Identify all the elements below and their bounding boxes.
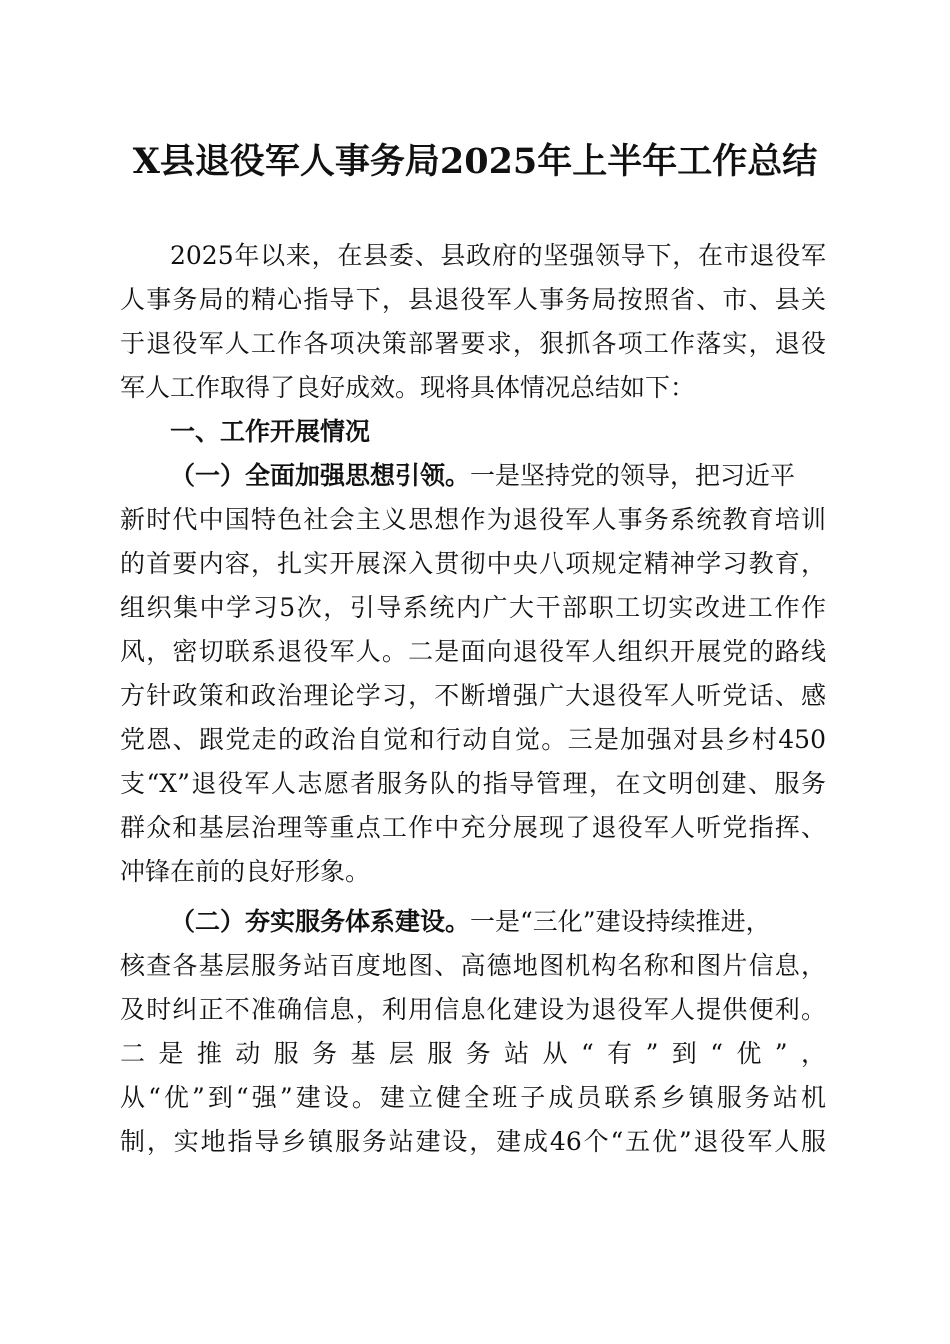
section-heading: 一、工作开展情况 bbox=[170, 417, 371, 446]
subsection-2-line: 核查各基层服务站百度地图、高德地图机构名称和图片信息， bbox=[120, 951, 826, 980]
intro-line-1: 2025年以来，在县委、县政府的坚强领导下，在市退役军 bbox=[170, 241, 826, 270]
subsection-2-line: 制，实地指导乡镇服务站建设，建成46个“五优”退役军人服 bbox=[120, 1127, 826, 1156]
intro-line-4: 军人工作取得了良好成效。现将具体情况总结如下： bbox=[120, 373, 696, 402]
subsection-2-line: 二是推动服务基层服务站从“有”到“优”， bbox=[120, 1039, 826, 1068]
subsection-1-lead: （一）全面加强思想引领。 bbox=[170, 461, 471, 490]
subsection-1-line: 群众和基层治理等重点工作中充分展现了退役军人听党指挥、 bbox=[120, 813, 826, 842]
subsection-2-first-text: 一是“三化”建设持续推进， bbox=[470, 907, 771, 936]
intro-line-2: 人事务局的精心指导下，县退役军人事务局按照省、市、县关 bbox=[120, 285, 826, 314]
subsection-1-line: 组织集中学习5次，引导系统内广大干部职工切实改进工作作 bbox=[120, 593, 826, 622]
subsection-1-line: 冲锋在前的良好形象。 bbox=[120, 857, 371, 886]
subsection-1-line: 支“X”退役军人志愿者服务队的指导管理，在文明创建、服务 bbox=[120, 769, 826, 798]
subsection-1-line: 风，密切联系退役军人。二是面向退役军人组织开展党的路线 bbox=[120, 637, 826, 666]
subsection-1-first-text: 一是坚持党的领导，把习近平 bbox=[470, 461, 796, 490]
subsection-1-line: 方针政策和政治理论学习，不断增强广大退役军人听党话、感 bbox=[120, 681, 826, 710]
subsection-1-first-line bbox=[170, 454, 826, 498]
subsection-2-line: 从“优”到“强”建设。建立健全班子成员联系乡镇服务站机 bbox=[120, 1083, 826, 1112]
subsection-2-line: 及时纠正不准确信息，利用信息化建设为退役军人提供便利。 bbox=[120, 995, 826, 1024]
subsection-2-first-line bbox=[170, 900, 826, 944]
subsection-2-lead: （二）夯实服务体系建设。 bbox=[170, 907, 471, 936]
subsection-1-line: 党恩、跟党走的政治自觉和行动自觉。三是加强对县乡村450 bbox=[120, 725, 826, 754]
document-title: X县退役军人事务局2025年上半年工作总结 bbox=[132, 141, 818, 182]
subsection-1-line: 的首要内容，扎实开展深入贯彻中央八项规定精神学习教育， bbox=[120, 549, 826, 578]
subsection-1-line: 新时代中国特色社会主义思想作为退役军人事务系统教育培训 bbox=[120, 505, 826, 534]
intro-line-3: 于退役军人工作各项决策部署要求，狠抓各项工作落实，退役 bbox=[120, 329, 826, 358]
